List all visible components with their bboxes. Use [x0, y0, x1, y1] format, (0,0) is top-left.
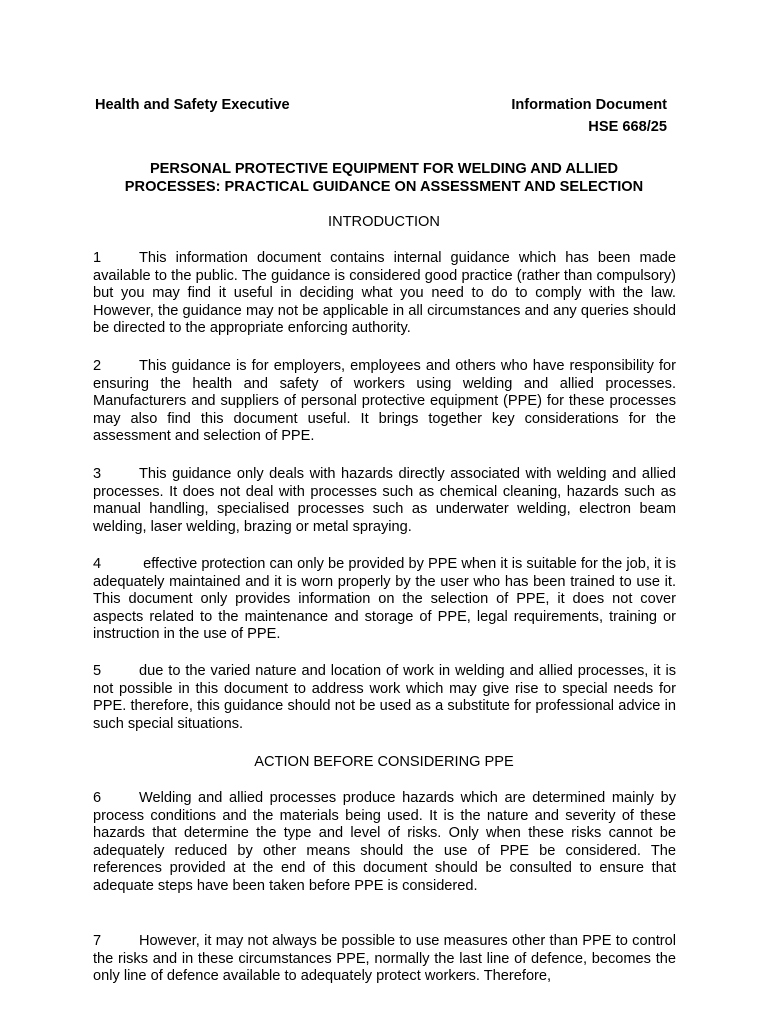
paragraph-1 [93, 250, 676, 338]
paragraph-text: due to the varied nature and location of work in welding and allied processes, it is not possible in this document to address work which may give rise to special needs for PPE. therefore, this guidance should not be used as a substitute for professional advice in such special situations. [93, 663, 676, 732]
document-type: Information Document [511, 97, 667, 113]
paragraph-number: 3 [93, 466, 102, 482]
paragraph-text: This guidance only deals with hazards directly associated with welding and allied processes. It does not deal with processes such as chemical cleaning, hazards such as manual handling, specialised processes such as underwater welding, electron beam welding, laser welding, brazing or metal spraying. [93, 466, 676, 535]
document-reference [511, 96, 667, 140]
document-number: HSE 668/25 [588, 119, 667, 135]
heading-action-before-considering-ppe: ACTION BEFORE CONSIDERING PPE [254, 754, 514, 770]
document-title [93, 161, 675, 196]
paragraph-2 [93, 358, 676, 446]
title-line-1: PERSONAL PROTECTIVE EQUIPMENT FOR WELDING AND ALLIED [149, 161, 619, 177]
paragraph-3 [93, 466, 676, 536]
title-line-2: PROCESSES: PRACTICAL GUIDANCE ON ASSESSMENT AND SELECTION [124, 178, 644, 195]
paragraph-number: 4 [93, 556, 102, 572]
organization-name: Health and Safety Executive [95, 97, 290, 113]
paragraph-text: Welding and allied processes produce hazards which are determined mainly by process conditions and the materials being used. It is the nature and severity of these hazards that determine the type and level of risks. Only when these risks cannot be adequately reduced by other means should the use of PPE be considered. The references provided at the end of this document should be consulted to ensure that adequate steps have been taken before PPE is considered. [93, 790, 676, 894]
paragraph-number: 7 [93, 933, 102, 949]
paragraph-number: 2 [93, 358, 102, 374]
paragraph-number: 6 [93, 790, 102, 806]
paragraph-text: However, it may not always be possible to use measures other than PPE to control the risks and in these circumstances PPE, normally the last line of defence, becomes the only line of defence available to adequately protect workers. Therefore, [93, 933, 676, 985]
paragraph-text: This information document contains internal guidance which has been made available to the public. The guidance is considered good practice (rather than compulsory) but you may find it useful in deciding what you need to do to comply with the law. However, the guidance may not be applicable in all circumstances and any queries should be directed to the appropriate enforcing authority. [93, 250, 676, 337]
paragraph-number: 1 [93, 250, 102, 266]
paragraph-5 [93, 663, 676, 733]
paragraph-7 [93, 933, 676, 986]
paragraph-text: This guidance is for employers, employees and others who have responsibility for ensuring the health and safety of workers using welding and allied processes. Manufacturers and suppliers of personal protective equipment (PPE) for these processes may also find this document useful. It brings together key considerations for the assessment and selection of PPE. [93, 358, 676, 445]
paragraph-4 [93, 556, 676, 644]
heading-introduction: INTRODUCTION [328, 214, 440, 230]
paragraph-6 [93, 790, 676, 896]
paragraph-text: effective protection can only be provided by PPE when it is suitable for the job, it is adequately maintained and it is worn properly by the user who has been trained to use it. This document only provides information on the selection of PPE, it does not cover aspects related to the maintenance and storage of PPE, legal requirements, training or instruction in the use of PPE. [93, 556, 676, 643]
paragraph-number: 5 [93, 663, 102, 679]
